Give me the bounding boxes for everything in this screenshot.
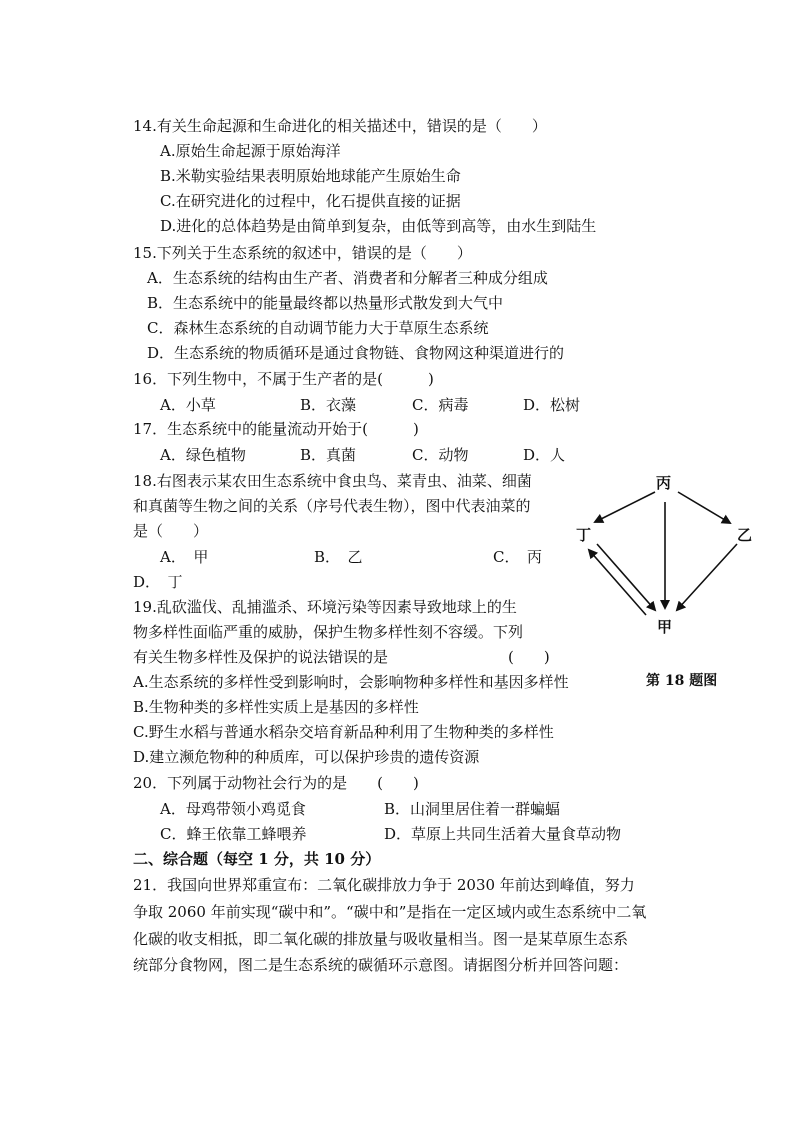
q19-answer-paren: ( ) [508,648,550,666]
node-jia: 甲 [657,618,673,636]
arrow-ding-to-jia [597,544,655,610]
q19-stem-line-3: 有关生物多样性及保护的说法错误的是 [133,648,389,666]
q19-option-b: B.生物种类的多样性实质上是基因的多样性 [133,698,419,716]
q14-option-d: D.进化的总体趋势是由简单到复杂，由低等到高等，由水生到陆生 [160,217,597,235]
q20-option-a: A．母鸡带领小鸡觅食 [160,800,306,818]
arrow-bing-to-ding [595,492,655,522]
q20-option-d: D．草原上共同生活着大量食草动物 [384,825,622,843]
q18-stem-line-2: 和真菌等生物之间的关系（序号代表生物），图中代表油菜的 [133,497,531,515]
q18-option-a: A． 甲 [160,548,209,566]
q16-option-b: B．衣藻 [300,396,357,414]
q21-line-4: 统部分食物网，图二是生态系统的碳循环示意图。请据图分析并回答问题： [133,956,629,974]
q19-option-d: D.建立濒危物种的种质库，可以保护珍贵的遗传资源 [133,748,480,766]
q16-option-c: C．病毒 [412,396,469,414]
q14-option-a: A.原始生命起源于原始海洋 [160,142,341,160]
q16-option-d: D．松树 [523,396,581,414]
q15-option-b: B．生态系统中的能量最终都以热量形式散发到大气中 [147,294,504,312]
q15-option-d: D．生态系统的物质循环是通过食物链、食物网这种渠道进行的 [147,344,565,362]
section-heading: 二、综合题（每空 1 分，共 10 分） [133,850,381,868]
figure-caption: 第 18 题图 [646,673,718,689]
q18-stem-line-1: 18.右图表示某农田生态系统中食虫鸟、菜青虫、油菜、细菌 [133,472,532,490]
q15-option-c: C．森林生态系统的自动调节能力大于草原生态系统 [147,319,489,337]
q14-stem: 14.有关生命起源和生命进化的相关描述中，错误的是（ ） [133,117,547,135]
q17-option-c: C．动物 [412,446,469,464]
node-yi: 乙 [737,526,753,544]
q18-option-c: C． 丙 [493,548,542,566]
q21-line-3: 化碳的收支相抵，即二氧化碳的排放量与吸收量相当。图一是某草原生态系 [133,930,629,948]
q18-stem-line-3: 是（ ） [133,522,209,540]
q21-line-2: 争取 2060 年前实现“碳中和”。“碳中和”是指在一定区域内或生态系统中二氧 [133,903,647,921]
q18-option-b: B． 乙 [314,548,363,566]
q20-option-c: C．蜂王依靠工蜂喂养 [160,825,307,843]
q14-option-c: C.在研究进化的过程中，化石提供直接的证据 [160,192,461,210]
q20-option-b: B．山洞里居住着一群蝙蝠 [384,800,561,818]
q21-line-1: 21．我国向世界郑重宣布：二氧化碳排放力争于 2030 年前达到峰值，努力 [133,876,635,894]
food-web-diagram [560,460,790,660]
q19-option-c: C.野生水稻与普通水稻杂交培育新品种利用了生物种类的多样性 [133,723,554,741]
q18-option-d: D． 丁 [133,573,183,591]
q19-stem-line-2: 物多样性面临严重的威胁，保护生物多样性刻不容缓。下列 [133,623,524,641]
q16-option-a: A．小草 [160,396,216,414]
q14-option-b: B.米勒实验结果表明原始地球能产生原始生命 [160,167,461,185]
q19-stem-line-1: 19.乱砍滥伐、乱捕滥杀、环境污染等因素导致地球上的生 [133,598,517,616]
arrow-jia-to-ding [589,550,646,615]
node-ding: 丁 [576,526,592,544]
q17-option-b: B．真菌 [300,446,357,464]
q17-option-d: D．人 [523,446,566,464]
q20-stem: 20．下列属于动物社会行为的是 ( ) [133,774,419,792]
q15-option-a: A．生态系统的结构由生产者、消费者和分解者三种成分组成 [147,269,548,287]
food-web-arrows [560,460,790,660]
q15-stem: 15.下列关于生态系统的叙述中，错误的是（ ） [133,244,472,262]
q17-stem: 17．生态系统中的能量流动开始于( ) [133,420,419,438]
q17-option-a: A．绿色植物 [160,446,246,464]
q16-stem: 16．下列生物中，不属于生产者的是( ) [133,370,434,388]
q19-option-a: A.生态系统的多样性受到影响时，会影响物种多样性和基因多样性 [133,673,569,691]
arrow-yi-to-jia [677,544,737,610]
arrow-bing-to-yi [678,492,730,523]
node-bing: 丙 [656,474,672,492]
